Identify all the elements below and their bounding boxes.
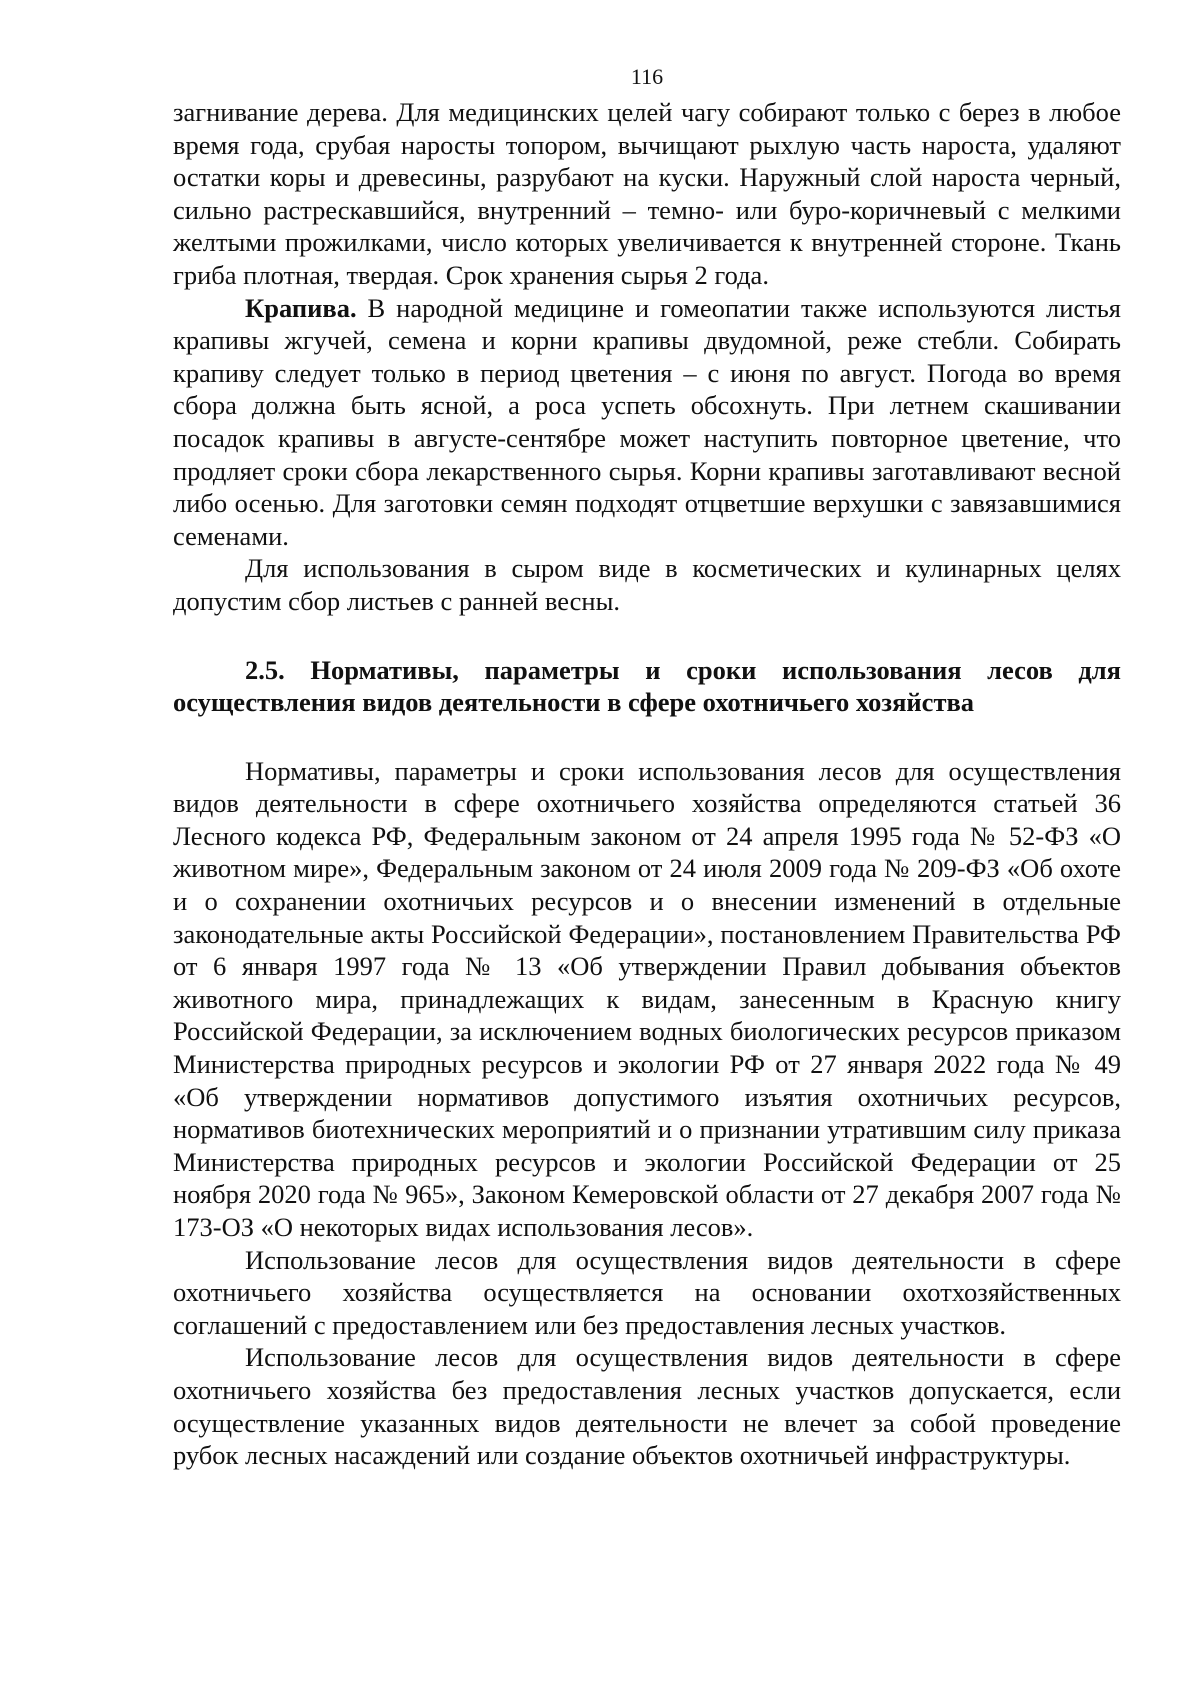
nettle-text: В народной медицине и гомеопатии также используются листья крапивы жгучей, семена и корни крапивы двудомной, реже стебли. Собирать крапиву следует только в период цветения – с июня по август. Погода во время сбора должна быть ясной, а роса успеть обсохнуть. При летнем скашивании посадок крапивы в августе-сентябре может наступить повторное цветение, что продляет сроки сбора лекарственного сырья. Корни крапивы заготавливают весной либо осенью. Для заготовки семян подходят отцветшие верхушки с завязавшимися семенами. [173, 292, 1121, 551]
nettle-title: Крапива. [245, 292, 357, 323]
paragraph-nettle [173, 292, 1121, 553]
paragraph-nettle-raw-use: Для использования в сыром виде в косметических и кулинарных целях допустим сбор листьев с ранней весны. [173, 553, 1121, 616]
paragraph-hunting-agreements: Использование лесов для осуществления видов деятельности в сфере охотничьего хозяйства осуществляется на основании охотхозяйственных соглашений с предоставлением или без предоставления лесных участков. [173, 1244, 1121, 1340]
paragraph-chaga-end: загнивание дерева. Для медицинских целей чагу собирают только с берез в любое время года, срубая наросты топором, вычищают рыхлую часть нароста, удаляют остатки коры и древесины, разрубают на куски. Наружный слой нароста черный, сильно растрескавшийся, внутренний – темно- или буро-коричневый с мелкими желтыми прожилками, число которых увеличивается к внутренней стороне. Ткань гриба плотная, твердая. Срок хранения сырья 2 года. [173, 97, 1121, 290]
document-page [173, 62, 1121, 1472]
page-number: 116 [630, 64, 664, 89]
section-heading: 2.5. Нормативы, параметры и сроки использования лесов для осуществления видов деятельности в сфере охотничьего хозяйства [173, 654, 1121, 718]
paragraph-without-land-plots: Использование лесов для осуществления видов деятельности в сфере охотничьего хозяйства без предоставления лесных участков допускается, если осуществление указанных видов деятельности не влечет за собой проведение рубок лесных насаждений или создание объектов охотничьей инфраструктуры. [173, 1342, 1121, 1471]
paragraph-regulations: Нормативы, параметры и сроки использования лесов для осуществления видов деятельности в сфере охотничьего хозяйства определяются статьей 36 Лесного кодекса РФ, Федеральным законом от 24 апреля 1995 года № 52-ФЗ «О животном мире», Федеральным законом от 24 июля 2009 года № 209-ФЗ «Об охоте и о сохранении охотничьих ресурсов и о внесении изменений в отдельные законодательные акты Российской Федерации», постановлением Правительства РФ от 6 января 1997 года № 13 «Об утверждении Правил добывания объектов животного мира, принадлежащих к видам, занесенным в Красную книгу Российской Федерации, за исключением водных биологических ресурсов приказом Министерства природных ресурсов и экологии РФ от 27 января 2022 года № 49 «Об утверждении нормативов допустимого изъятия охотничьих ресурсов, нормативов биотехнических мероприятий и о признании утратившим силу приказа Министерства природных ресурсов и экологии Российской Федерации от 25 ноября 2020 года № 965», Законом Кемеровской области от 27 декабря 2007 года № 173-ОЗ «О некоторых видах использования лесов». [173, 755, 1121, 1242]
